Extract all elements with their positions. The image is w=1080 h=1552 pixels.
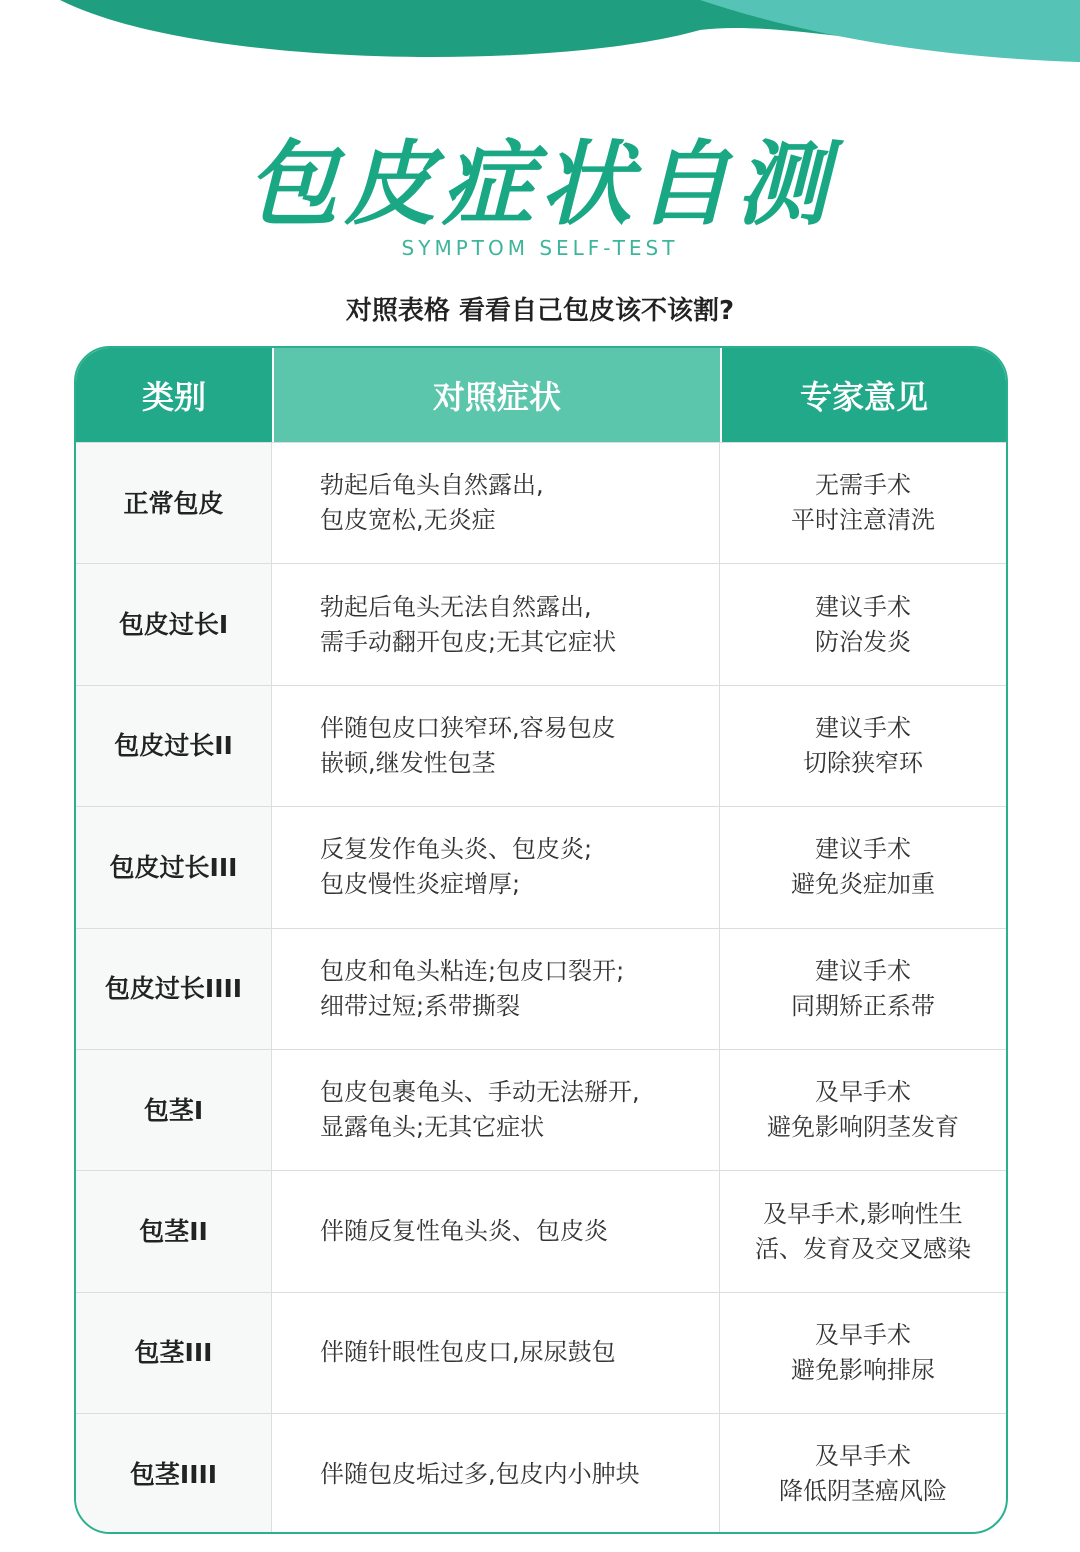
table-header bbox=[76, 348, 1006, 442]
advice-line: 及早手术 bbox=[815, 1078, 911, 1107]
advice-line: 建议手术 bbox=[815, 835, 911, 864]
advice-line: 避免影响排尿 bbox=[791, 1355, 935, 1384]
advice-line: 及早手术 bbox=[815, 1320, 911, 1349]
table-row bbox=[76, 685, 1006, 806]
row-category: 包皮过长I bbox=[76, 564, 272, 684]
advice-line: 切除狭窄环 bbox=[803, 748, 923, 777]
advice-line: 无需手术 bbox=[815, 471, 911, 500]
symptom-line: 显露龟头;无其它症状 bbox=[320, 1113, 545, 1142]
advice-line: 建议手术 bbox=[815, 592, 911, 621]
table-row bbox=[76, 442, 1006, 563]
page-question: 对照表格 看看自己包皮该不该割? bbox=[345, 296, 735, 326]
row-category: 包茎IIII bbox=[76, 1414, 272, 1534]
advice-line: 避免影响阴茎发育 bbox=[767, 1113, 959, 1142]
advice-line: 避免炎症加重 bbox=[791, 870, 935, 899]
symptom-table bbox=[74, 346, 1008, 1534]
row-advice bbox=[720, 1293, 1006, 1413]
advice-line: 及早手术 bbox=[815, 1442, 911, 1471]
row-category: 包茎I bbox=[76, 1050, 272, 1170]
advice-line: 建议手术 bbox=[815, 713, 911, 742]
table-row bbox=[76, 1292, 1006, 1413]
row-symptoms bbox=[272, 564, 720, 684]
symptom-line: 反复发作龟头炎、包皮炎; bbox=[320, 835, 593, 864]
symptom-line: 需手动翻开包皮;无其它症状 bbox=[320, 627, 617, 656]
row-category: 包皮过长II bbox=[76, 686, 272, 806]
row-advice bbox=[720, 686, 1006, 806]
row-symptoms bbox=[272, 1293, 720, 1413]
symptom-line: 伴随包皮口狭窄环,容易包皮 bbox=[320, 713, 616, 742]
advice-line: 同期矫正系带 bbox=[791, 991, 935, 1020]
row-advice bbox=[720, 443, 1006, 563]
row-category: 正常包皮 bbox=[76, 443, 272, 563]
row-symptoms bbox=[272, 1050, 720, 1170]
row-advice bbox=[720, 564, 1006, 684]
row-advice bbox=[720, 1414, 1006, 1534]
symptom-line: 细带过短;系带撕裂 bbox=[320, 991, 521, 1020]
row-symptoms bbox=[272, 686, 720, 806]
page-title: 包皮症状自测 bbox=[245, 131, 834, 238]
symptom-line: 嵌顿,继发性包茎 bbox=[320, 748, 496, 777]
table-row bbox=[76, 563, 1006, 684]
header-symptoms: 对照症状 bbox=[272, 348, 720, 442]
symptom-line: 包皮宽松,无炎症 bbox=[320, 506, 496, 535]
header-advice: 专家意见 bbox=[720, 348, 1006, 442]
row-symptoms bbox=[272, 1171, 720, 1291]
row-advice bbox=[720, 1171, 1006, 1291]
advice-line: 建议手术 bbox=[815, 956, 911, 985]
row-category: 包皮过长IIII bbox=[76, 929, 272, 1049]
row-symptoms bbox=[272, 1414, 720, 1534]
row-category: 包皮过长III bbox=[76, 807, 272, 927]
header-category: 类别 bbox=[76, 348, 272, 442]
advice-line: 活、发育及交叉感染 bbox=[755, 1234, 971, 1263]
row-category: 包茎III bbox=[76, 1293, 272, 1413]
symptom-line: 包皮和龟头粘连;包皮口裂开; bbox=[320, 956, 625, 985]
symptom-line: 勃起后龟头无法自然露出, bbox=[320, 592, 592, 621]
table-row bbox=[76, 806, 1006, 927]
table-row bbox=[76, 1413, 1006, 1534]
row-advice bbox=[720, 807, 1006, 927]
advice-line: 及早手术,影响性生 bbox=[763, 1199, 963, 1228]
row-symptoms bbox=[272, 929, 720, 1049]
advice-line: 平时注意清洗 bbox=[791, 506, 935, 535]
table-row bbox=[76, 1049, 1006, 1170]
row-symptoms bbox=[272, 807, 720, 927]
symptom-line: 勃起后龟头自然露出, bbox=[320, 471, 544, 500]
symptom-line: 包皮慢性炎症增厚; bbox=[320, 870, 521, 899]
symptom-line: 包皮包裹龟头、手动无法掰开, bbox=[320, 1078, 640, 1107]
row-category: 包茎II bbox=[76, 1171, 272, 1291]
advice-line: 降低阴茎癌风险 bbox=[779, 1477, 947, 1506]
table-row bbox=[76, 928, 1006, 1049]
table-body bbox=[76, 442, 1006, 1534]
top-wave-decoration bbox=[0, 0, 1080, 80]
symptom-line: 伴随针眼性包皮口,尿尿鼓包 bbox=[320, 1338, 616, 1367]
symptom-line: 伴随包皮垢过多,包皮内小肿块 bbox=[320, 1459, 640, 1488]
row-advice bbox=[720, 929, 1006, 1049]
row-advice bbox=[720, 1050, 1006, 1170]
table-row bbox=[76, 1170, 1006, 1291]
row-symptoms bbox=[272, 443, 720, 563]
advice-line: 防治发炎 bbox=[815, 627, 911, 656]
page-subtitle: SYMPTOM SELF-TEST bbox=[401, 236, 679, 260]
symptom-line: 伴随反复性龟头炎、包皮炎 bbox=[320, 1217, 608, 1246]
